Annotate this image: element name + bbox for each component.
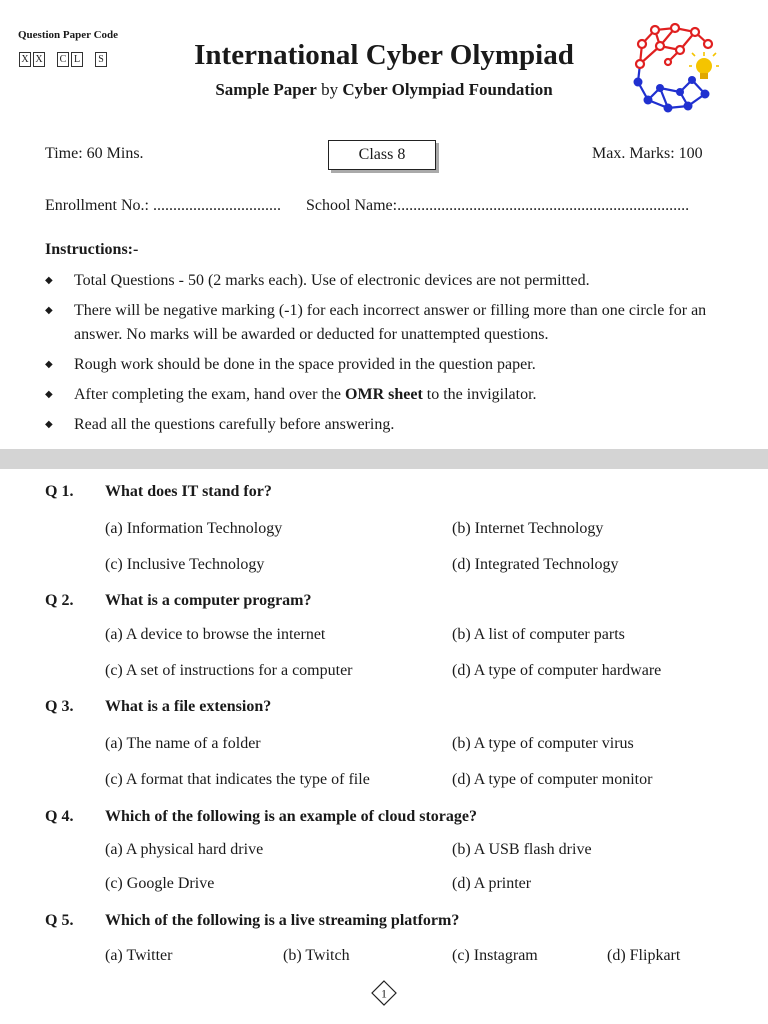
network-lightbulb-logo	[630, 22, 720, 114]
option-d: (d) Flipkart	[607, 947, 681, 964]
instruction-item	[45, 383, 735, 407]
school-name-field: School Name:.........................................................................	[306, 197, 690, 214]
code-box: X	[19, 52, 31, 67]
option-b: (b) A list of computer parts	[452, 626, 625, 643]
class-box: Class 8	[328, 140, 436, 170]
bullet-icon: ◆	[45, 305, 53, 316]
max-marks: Max. Marks: 100	[592, 145, 703, 162]
code-box: C	[57, 52, 69, 67]
question-number: Q 1.	[45, 483, 74, 500]
bullet-icon: ◆	[45, 359, 53, 370]
subtitle-by: by	[316, 80, 343, 99]
question-text: Which of the following is a live streaming platform?	[105, 912, 460, 929]
page-number: 1	[381, 986, 387, 1001]
instructions-title: Instructions:-	[45, 241, 139, 258]
instruction-text: There will be negative marking (-1) for each incorrect answer or filling more than one circle for an answer. No marks will be awarded or deducted for unattempted questions.	[74, 302, 707, 343]
question-number: Q 4.	[45, 808, 74, 825]
option-c: (c) Instagram	[452, 947, 538, 964]
option-a: (a) Twitter	[105, 947, 173, 964]
instructions-list	[45, 269, 735, 443]
question-text: Which of the following is an example of cloud storage?	[105, 808, 477, 825]
option-d: (d) Integrated Technology	[452, 556, 619, 573]
instruction-text-post: to the invigilator.	[422, 386, 537, 403]
instruction-text: Read all the questions carefully before answering.	[74, 416, 395, 433]
option-c: (c) A format that indicates the type of file	[105, 771, 370, 788]
option-b: (b) Twitch	[283, 947, 350, 964]
instruction-text-pre: After completing the exam, hand over the	[74, 386, 346, 403]
exam-time: Time: 60 Mins.	[45, 145, 144, 162]
option-c: (c) Inclusive Technology	[105, 556, 265, 573]
question-text: What is a computer program?	[105, 592, 312, 609]
subtitle-org: Cyber Olympiad Foundation	[342, 80, 553, 99]
bullet-icon: ◆	[45, 419, 53, 430]
section-divider	[0, 449, 768, 469]
option-a: (a) A device to browse the internet	[105, 626, 326, 643]
bullet-icon: ◆	[45, 275, 53, 286]
option-d: (d) A printer	[452, 875, 532, 892]
option-a: (a) Information Technology	[105, 520, 283, 537]
option-b: (b) A type of computer virus	[452, 735, 634, 752]
instruction-item	[45, 299, 735, 347]
option-d: (d) A type of computer hardware	[452, 662, 662, 679]
instruction-item	[45, 353, 735, 377]
option-a: (a) A physical hard drive	[105, 841, 264, 858]
question-text: What is a file extension?	[105, 698, 272, 715]
option-c: (c) Google Drive	[105, 875, 215, 892]
code-box: S	[95, 52, 107, 67]
instruction-item	[45, 413, 735, 437]
code-box: X	[33, 52, 45, 67]
option-c: (c) A set of instructions for a computer	[105, 662, 353, 679]
page-title: International Cyber Olympiad	[194, 39, 574, 71]
instruction-item	[45, 269, 735, 293]
enrollment-field: Enrollment No.: ................................	[45, 197, 281, 214]
question-number: Q 5.	[45, 912, 74, 929]
instruction-text: Rough work should be done in the space provided in the question paper.	[74, 356, 536, 373]
question-paper-code-label: Question Paper Code	[18, 29, 119, 41]
bullet-icon: ◆	[45, 389, 53, 400]
option-b: (b) Internet Technology	[452, 520, 604, 537]
question-text: What does IT stand for?	[105, 483, 272, 500]
instruction-text: Total Questions - 50 (2 marks each). Use of electronic devices are not permitted.	[74, 272, 590, 289]
question-number: Q 2.	[45, 592, 74, 609]
option-b: (b) A USB flash drive	[452, 841, 592, 858]
subtitle-prefix: Sample Paper	[215, 80, 317, 99]
omr-sheet-text: OMR sheet	[345, 386, 423, 403]
code-box: L	[71, 52, 83, 67]
option-a: (a) The name of a folder	[105, 735, 261, 752]
option-d: (d) A type of computer monitor	[452, 771, 653, 788]
page-number-badge	[371, 980, 397, 1006]
question-number: Q 3.	[45, 698, 74, 715]
